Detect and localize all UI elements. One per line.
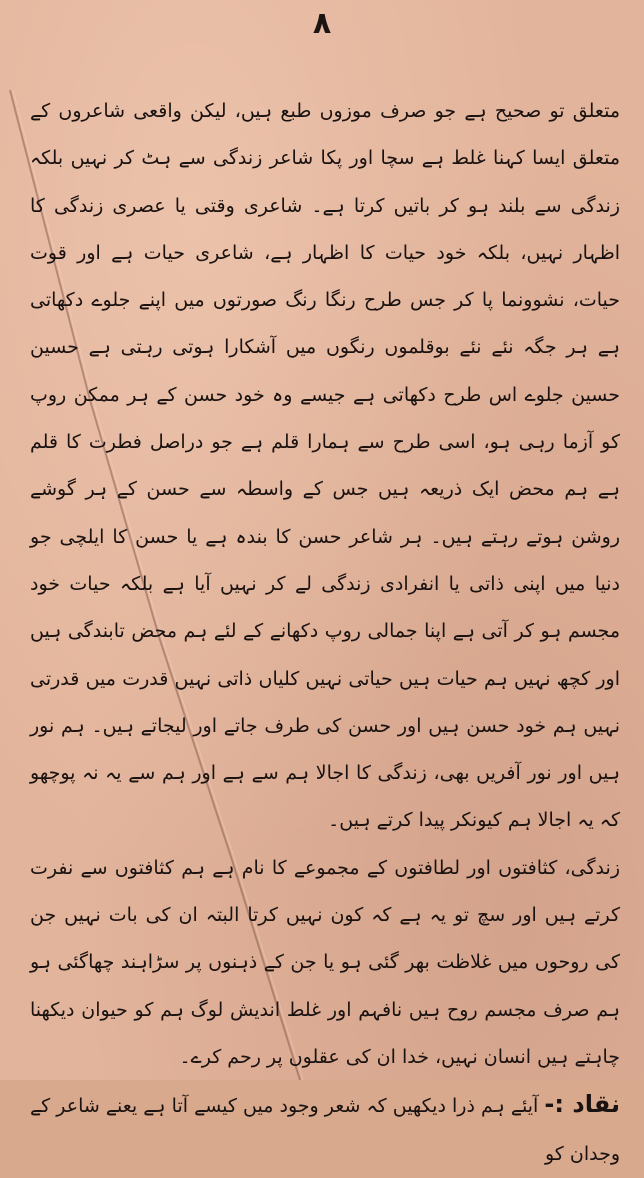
- paragraph-2: زندگی، کثافتوں اور لطافتوں کے مجموعے کا نام ہے ہم کثافتوں سے نفرت کرتے ہیں اور سچ تو یہ ہے کہ کون نہیں کرتا البتہ ان کی بات نہیں جن کی روحوں میں غلاظت بھر گئی ہو یا جن کے ذہنوں پر سڑاہند چھاگئی ہو ہم صرف مجسم روح ہیں نافہم اور غلط اندیش لوگ ہم کو حیوان دیکھنا چاہتے ہیں انسان نہیں، خدا ان کی عقلوں پر رحم کرے۔: [30, 856, 620, 1068]
- page-body: [30, 88, 620, 1178]
- paragraph-1: متعلق تو صحیح ہے جو صرف موزوں طبع ہیں، لیکن واقعی شاعروں کے متعلق ایسا کہنا غلط ہے سچا اور پکا شاعر زندگی سے ہٹ کر نہیں بلکہ زندگی سے بلند ہو کر باتیں کرتا ہے۔ شاعری وقتی یا عصری زندگی کا اظہار نہیں، بلکہ خود حیات کا اظہار ہے، شاعری حیات ہے اور قوت حیات، نشوونما پا کر جس طرح رنگا رنگ صورتوں میں اپنے جلوے دکھاتی ہے ہر جگہ نئے نئے بوقلموں رنگوں میں آشکارا ہوتی رہتی ہے حسین حسین جلوے اس طرح دکھاتی ہے جیسے وہ خود حسن کے ہر ممکن روپ کو آزما رہی ہو، اسی طرح سے ہمارا قلم ہے جو دراصل فطرت کا قلم ہے ہم محض ایک ذریعہ ہیں جس کے واسطہ سے حسن کے ہر گوشے روشن ہوتے رہتے ہیں۔ ہر شاعر حسن کا بندہ ہے یا حسن کا ایلچی جو دنیا میں اپنی ذاتی یا انفرادی زندگی لے کر نہیں آیا ہے بلکہ حیات خود مجسم ہو کر آتی ہے اپنا جمالی روپ دکھانے کے لئے ہم محض تابندگی ہیں اور کچھ نہیں ہم حیات ہیں حیاتی نہیں کلیاں ذاتی نہیں قدرت میں قدرتی نہیں ہم خود حسن ہیں اور حسن کی طرف جاتے اور لیجاتے ہیں۔ ہم نور ہیں اور نور آفریں بھی، زندگی کا اجالا ہم سے ہے اور ہم سے یہ نہ پوچھو کہ یہ اجالا ہم کیونکر پیدا کرتے ہیں۔: [30, 100, 620, 832]
- page-number: ۸: [312, 6, 332, 41]
- speaker-label: نقاد :-: [544, 1090, 620, 1119]
- final-line: [30, 1081, 620, 1178]
- final-line-text: آیئے ہم ذرا دیکھیں کہ شعر وجود میں کیسے آتا ہے یعنے شاعر کے وجدان کو: [30, 1095, 620, 1165]
